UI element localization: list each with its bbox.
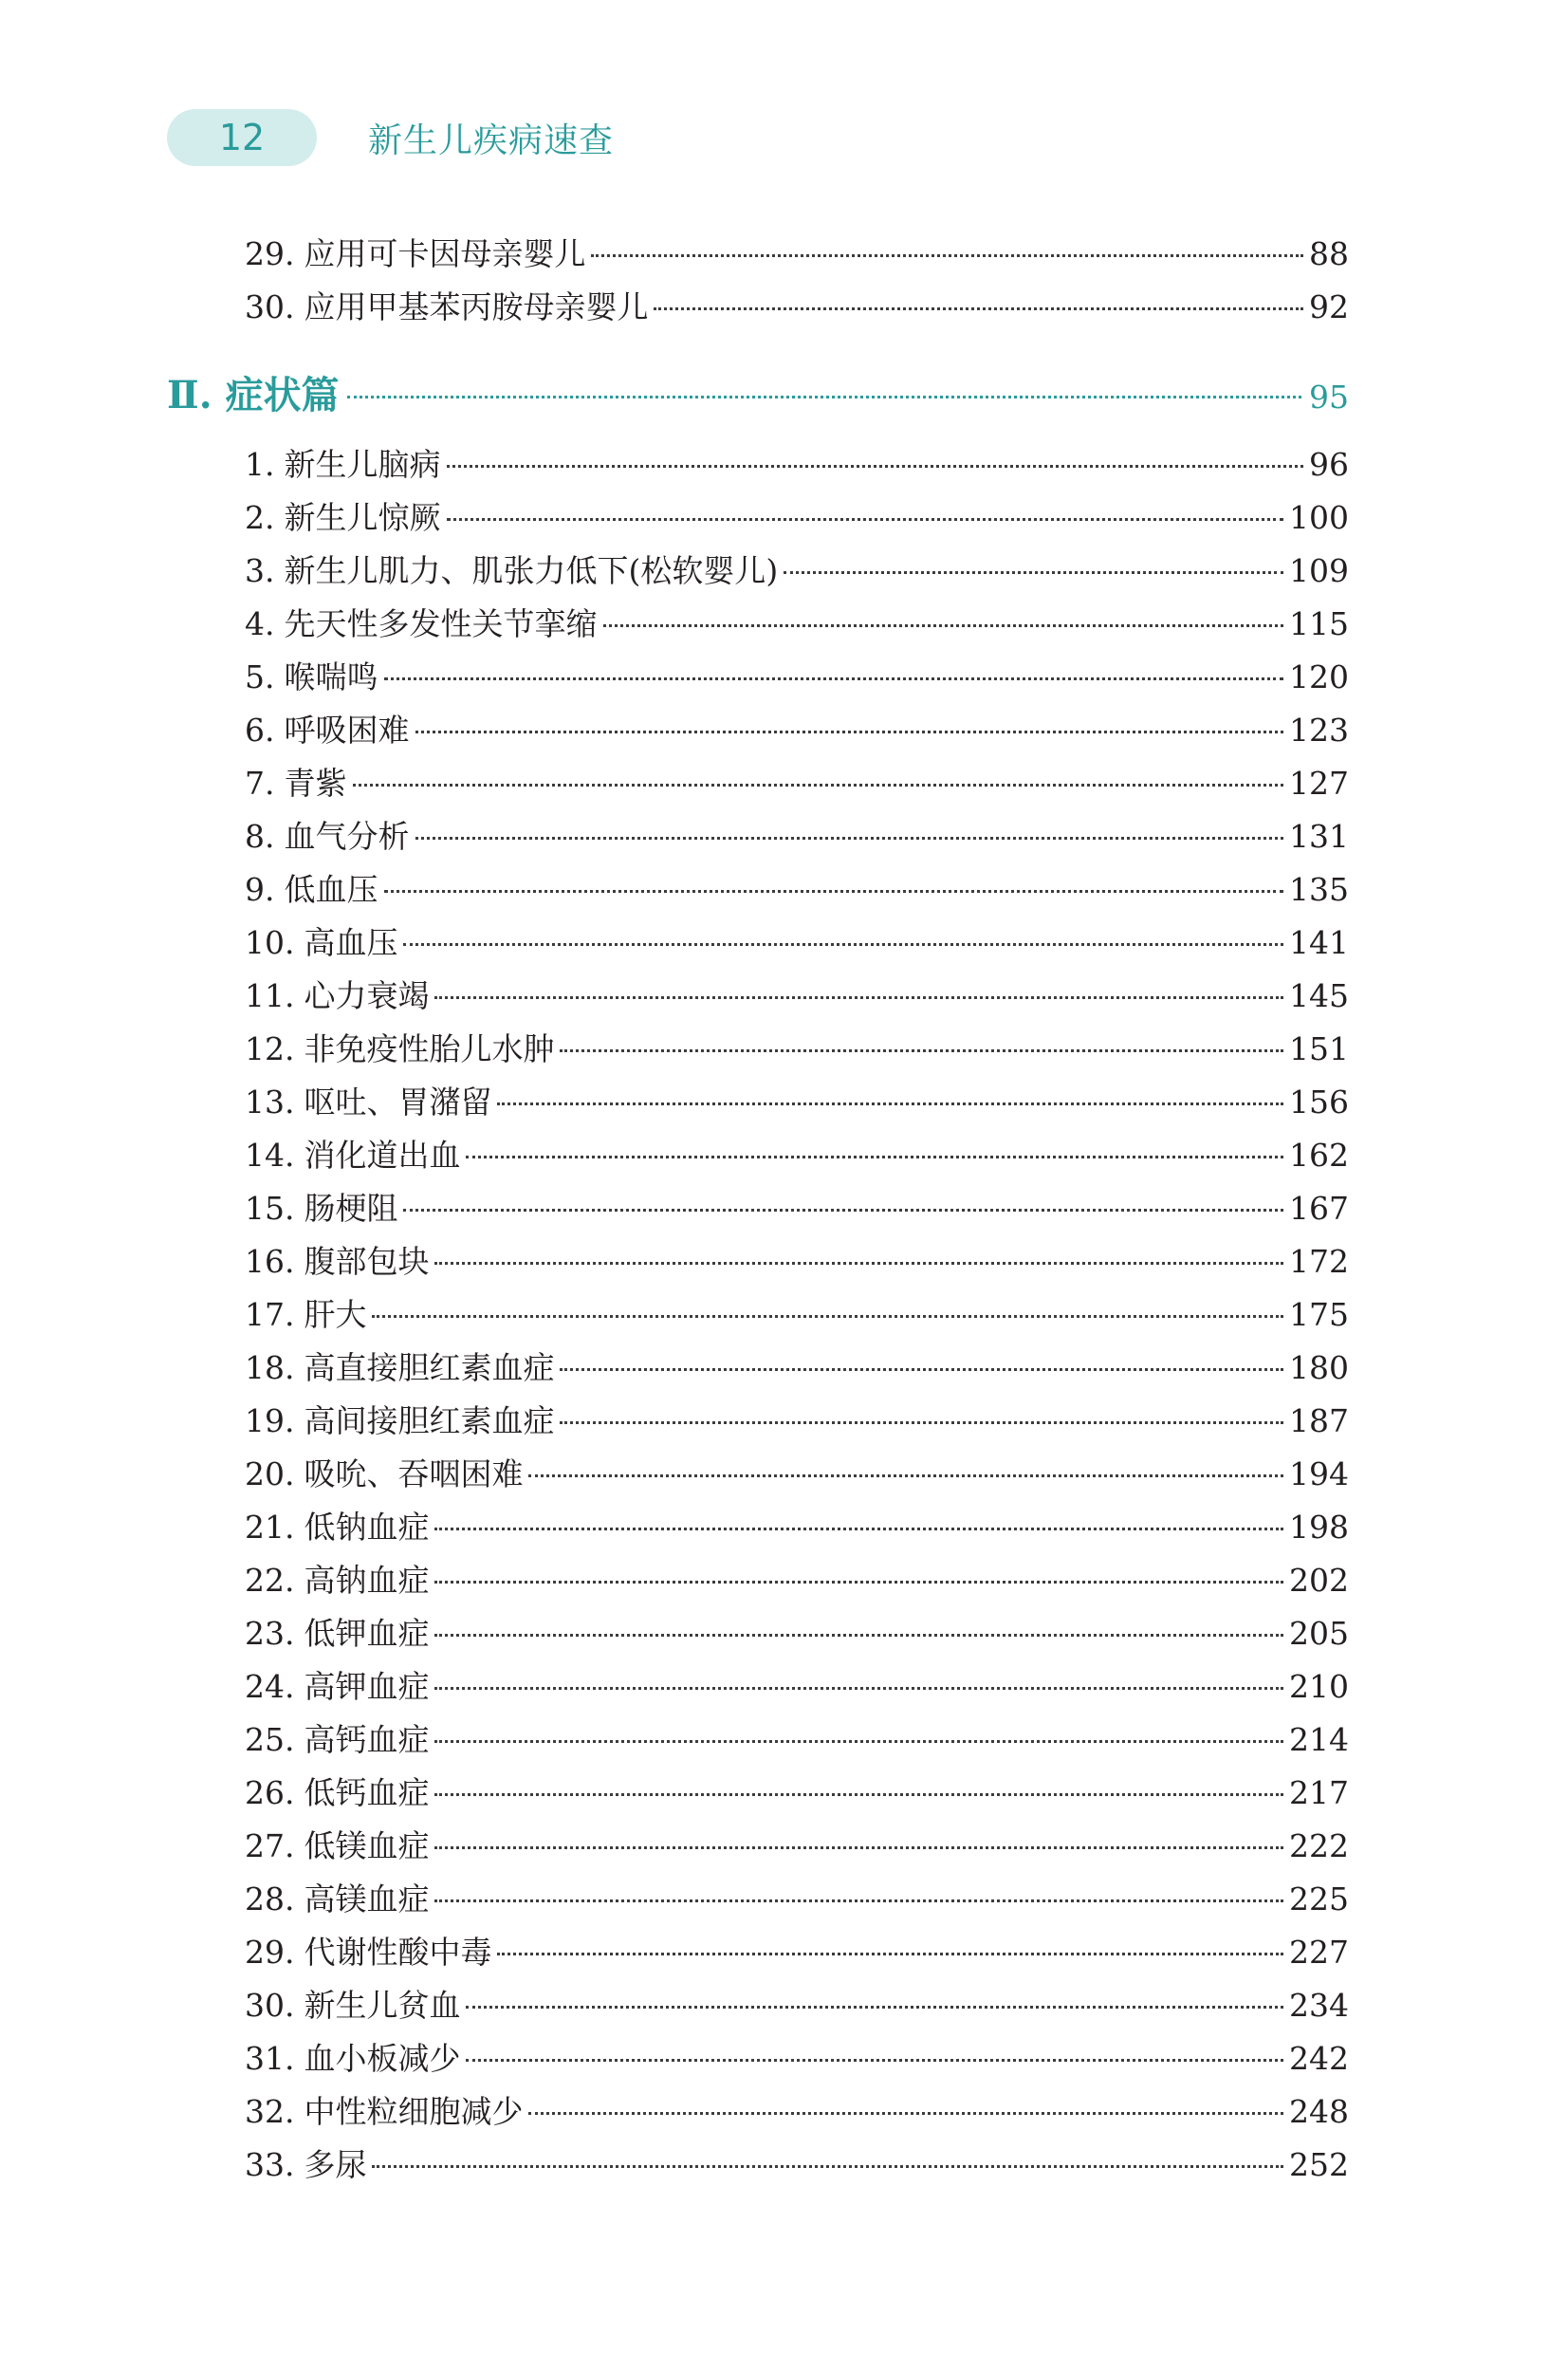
toc-entry[interactable]	[245, 1132, 1349, 1179]
section-title: Ⅱ. 症状篇	[167, 373, 340, 417]
section-page: 95	[1309, 379, 1349, 416]
entry-title: 新生儿惊厥	[284, 499, 441, 536]
entry-title: 血气分析	[284, 818, 410, 855]
toc-entry[interactable]	[245, 1982, 1349, 2029]
toc-entry[interactable]	[245, 231, 1349, 278]
toc-entry[interactable]	[245, 1344, 1349, 1392]
entry-title: 喉喘鸣	[284, 658, 378, 695]
dot-leader	[403, 943, 1283, 946]
entry-page: 167	[1289, 1190, 1349, 1227]
entry-title: 低钾血症	[304, 1615, 430, 1652]
page-number: 12	[218, 117, 266, 158]
toc-entry[interactable]	[245, 1663, 1349, 1711]
entry-number: 7.	[245, 765, 275, 802]
toc-entry[interactable]	[245, 494, 1349, 542]
toc-entry[interactable]	[245, 1079, 1349, 1126]
toc-entry[interactable]	[245, 1398, 1349, 1445]
entry-number: 14.	[245, 1137, 295, 1174]
toc-entry[interactable]	[245, 1185, 1349, 1232]
toc-entry[interactable]	[245, 919, 1349, 967]
toc-entry[interactable]	[245, 866, 1349, 914]
toc-entry[interactable]	[245, 601, 1349, 648]
entry-title: 高间接胆红素血症	[304, 1402, 555, 1439]
dot-leader	[403, 1209, 1283, 1212]
entry-title: 腹部包块	[304, 1243, 430, 1280]
entry-page: 222	[1289, 1827, 1349, 1864]
entry-page: 175	[1289, 1296, 1349, 1333]
entry-page: 205	[1289, 1615, 1349, 1652]
dot-leader	[384, 677, 1284, 680]
dot-leader	[497, 1102, 1283, 1105]
entry-page: 202	[1289, 1562, 1349, 1599]
dot-leader	[654, 307, 1303, 310]
dot-leader	[372, 1315, 1283, 1318]
toc-entry[interactable]	[245, 1026, 1349, 1073]
toc-entry[interactable]	[245, 707, 1349, 754]
toc-entry[interactable]	[245, 441, 1349, 489]
entry-page: 100	[1289, 499, 1349, 536]
toc-entry[interactable]	[245, 284, 1349, 331]
dot-leader	[447, 465, 1304, 468]
dot-leader	[434, 1581, 1283, 1584]
toc-entry[interactable]	[245, 973, 1349, 1020]
entry-title: 低镁血症	[304, 1827, 430, 1864]
entry-title: 呕吐、胃潴留	[304, 1084, 492, 1121]
entry-page: 227	[1289, 1934, 1349, 1971]
toc-entry[interactable]	[245, 1716, 1349, 1764]
dot-leader	[434, 1793, 1283, 1796]
dot-leader	[434, 1687, 1283, 1690]
entry-page: 162	[1289, 1137, 1349, 1174]
entry-number: 17.	[245, 1296, 295, 1333]
dot-leader	[384, 890, 1284, 893]
entry-page: 127	[1289, 765, 1349, 802]
dot-leader	[466, 1156, 1283, 1158]
dot-leader	[603, 624, 1284, 627]
dot-leader	[528, 1474, 1283, 1477]
entry-title: 新生儿肌力、肌张力低下(松软婴儿)	[284, 552, 779, 589]
entry-title: 新生儿贫血	[304, 1987, 461, 2024]
dot-leader	[591, 254, 1303, 257]
entry-page: 123	[1289, 712, 1349, 749]
entry-title: 高直接胆红素血症	[304, 1349, 555, 1386]
entry-page: 210	[1289, 1668, 1349, 1705]
entry-number: 18.	[245, 1349, 295, 1386]
entry-number: 3.	[245, 552, 275, 589]
entry-number: 26.	[245, 1774, 295, 1811]
entry-number: 2.	[245, 499, 275, 536]
entry-title: 高钙血症	[304, 1721, 430, 1758]
toc-entry[interactable]	[245, 654, 1349, 701]
entry-title: 消化道出血	[304, 1137, 461, 1174]
entry-number: 27.	[245, 1827, 295, 1864]
entry-page: 151	[1289, 1030, 1349, 1067]
toc-entry[interactable]	[245, 547, 1349, 595]
entry-page: 145	[1289, 977, 1349, 1014]
entry-page: 172	[1289, 1243, 1349, 1280]
entry-title: 血小板减少	[304, 2040, 461, 2077]
entry-title: 低血压	[284, 871, 378, 908]
dot-leader	[434, 996, 1283, 999]
toc-entry[interactable]	[245, 1929, 1349, 1976]
toc-entry[interactable]	[245, 1451, 1349, 1498]
dot-leader	[447, 518, 1284, 521]
dot-leader	[415, 731, 1284, 733]
entry-number: 8.	[245, 818, 275, 855]
toc-entry[interactable]	[245, 1876, 1349, 1923]
entry-page: 141	[1289, 924, 1349, 961]
entry-title: 应用可卡因母亲婴儿	[304, 235, 586, 272]
entry-number: 19.	[245, 1402, 295, 1439]
entry-title: 心力衰竭	[304, 977, 430, 1014]
entry-page: 248	[1289, 2093, 1349, 2130]
entry-page: 198	[1289, 1509, 1349, 1546]
entry-number: 9.	[245, 871, 275, 908]
book-title: 新生儿疾病速查	[368, 120, 615, 160]
entry-page: 217	[1289, 1774, 1349, 1811]
entry-number: 29.	[245, 1934, 295, 1971]
toc-entry[interactable]	[245, 1557, 1349, 1604]
entry-page: 156	[1289, 1084, 1349, 1121]
entry-number: 33.	[245, 2146, 295, 2183]
entry-number: 31.	[245, 2040, 295, 2077]
entry-page: 252	[1289, 2146, 1349, 2183]
entry-title: 肝大	[304, 1296, 367, 1333]
entry-title: 代谢性酸中毒	[304, 1934, 492, 1971]
entry-page: 225	[1289, 1881, 1349, 1918]
toc-entry[interactable]	[245, 1238, 1349, 1286]
section-heading[interactable]	[167, 367, 1349, 424]
entry-title: 低钠血症	[304, 1509, 430, 1546]
entry-title: 低钙血症	[304, 1774, 430, 1811]
toc-entry[interactable]	[245, 1769, 1349, 1817]
entry-number: 1.	[245, 446, 275, 483]
entry-page: 180	[1289, 1349, 1349, 1386]
dot-leader	[560, 1368, 1283, 1371]
toc-entry[interactable]	[245, 2141, 1349, 2189]
dot-leader	[434, 1899, 1283, 1902]
entry-page: 234	[1289, 1987, 1349, 2024]
dot-leader	[466, 2059, 1283, 2062]
entry-page: 242	[1289, 2040, 1349, 2077]
dot-leader	[415, 837, 1284, 840]
entry-page: 92	[1309, 288, 1349, 325]
dot-leader	[347, 396, 1301, 398]
page-number-badge	[167, 109, 317, 166]
entry-title: 应用甲基苯丙胺母亲婴儿	[304, 288, 649, 325]
entry-number: 12.	[245, 1030, 295, 1067]
entry-title: 非免疫性胎儿水肿	[304, 1030, 555, 1067]
entry-number: 6.	[245, 712, 275, 749]
entry-number: 11.	[245, 977, 295, 1014]
entry-number: 25.	[245, 1721, 295, 1758]
entry-page: 109	[1289, 552, 1349, 589]
dot-leader	[560, 1421, 1283, 1424]
entry-page: 96	[1309, 446, 1349, 483]
dot-leader	[434, 1262, 1283, 1265]
running-header	[167, 107, 614, 168]
entry-page: 135	[1289, 871, 1349, 908]
dot-leader	[528, 2112, 1283, 2115]
entry-page: 120	[1289, 658, 1349, 695]
dot-leader	[353, 784, 1284, 787]
entry-title: 高镁血症	[304, 1881, 430, 1918]
entry-title: 青紫	[284, 765, 347, 802]
entry-number: 10.	[245, 924, 295, 961]
entry-title: 高血压	[304, 924, 398, 961]
entry-title: 高钠血症	[304, 1562, 430, 1599]
entry-number: 13.	[245, 1084, 295, 1121]
toc-entry[interactable]	[245, 1291, 1349, 1339]
dot-leader	[434, 1846, 1283, 1849]
entry-number: 21.	[245, 1509, 295, 1546]
entry-page: 187	[1289, 1402, 1349, 1439]
toc-entry[interactable]	[245, 813, 1349, 861]
entry-number: 32.	[245, 2093, 295, 2130]
entry-title: 呼吸困难	[284, 712, 410, 749]
dot-leader	[372, 2165, 1283, 2168]
entry-page: 115	[1289, 605, 1349, 642]
dot-leader	[497, 1953, 1283, 1955]
entry-number: 29.	[245, 235, 295, 272]
dot-leader	[434, 1634, 1283, 1637]
entry-title: 肠梗阻	[304, 1190, 398, 1227]
entry-title: 先天性多发性关节挛缩	[284, 605, 598, 642]
entry-number: 23.	[245, 1615, 295, 1652]
entry-title: 高钾血症	[304, 1668, 430, 1705]
entry-number: 24.	[245, 1668, 295, 1705]
toc-entry[interactable]	[245, 2088, 1349, 2136]
entry-number: 5.	[245, 658, 275, 695]
entry-number: 28.	[245, 1881, 295, 1918]
entry-number: 30.	[245, 1987, 295, 2024]
dot-leader	[434, 1528, 1283, 1530]
toc-entry[interactable]	[245, 2035, 1349, 2083]
entry-page: 214	[1289, 1721, 1349, 1758]
entry-title: 新生儿脑病	[284, 446, 441, 483]
toc-entry[interactable]	[245, 760, 1349, 807]
entry-title: 中性粒细胞减少	[304, 2093, 524, 2130]
toc-entry[interactable]	[245, 1823, 1349, 1870]
dot-leader	[784, 571, 1283, 574]
entry-number: 16.	[245, 1243, 295, 1280]
toc-entry[interactable]	[245, 1504, 1349, 1551]
entry-number: 15.	[245, 1190, 295, 1227]
entry-number: 4.	[245, 605, 275, 642]
dot-leader	[466, 2006, 1283, 2009]
entry-title: 多尿	[304, 2146, 367, 2183]
entry-page: 88	[1309, 235, 1349, 272]
toc-entry[interactable]	[245, 1610, 1349, 1658]
entry-number: 22.	[245, 1562, 295, 1599]
entry-number: 20.	[245, 1455, 295, 1492]
entry-page: 131	[1289, 818, 1349, 855]
dot-leader	[434, 1740, 1283, 1743]
dot-leader	[560, 1049, 1283, 1052]
entry-title: 吸吮、吞咽困难	[304, 1455, 524, 1492]
entry-page: 194	[1289, 1455, 1349, 1492]
entry-number: 30.	[245, 288, 295, 325]
